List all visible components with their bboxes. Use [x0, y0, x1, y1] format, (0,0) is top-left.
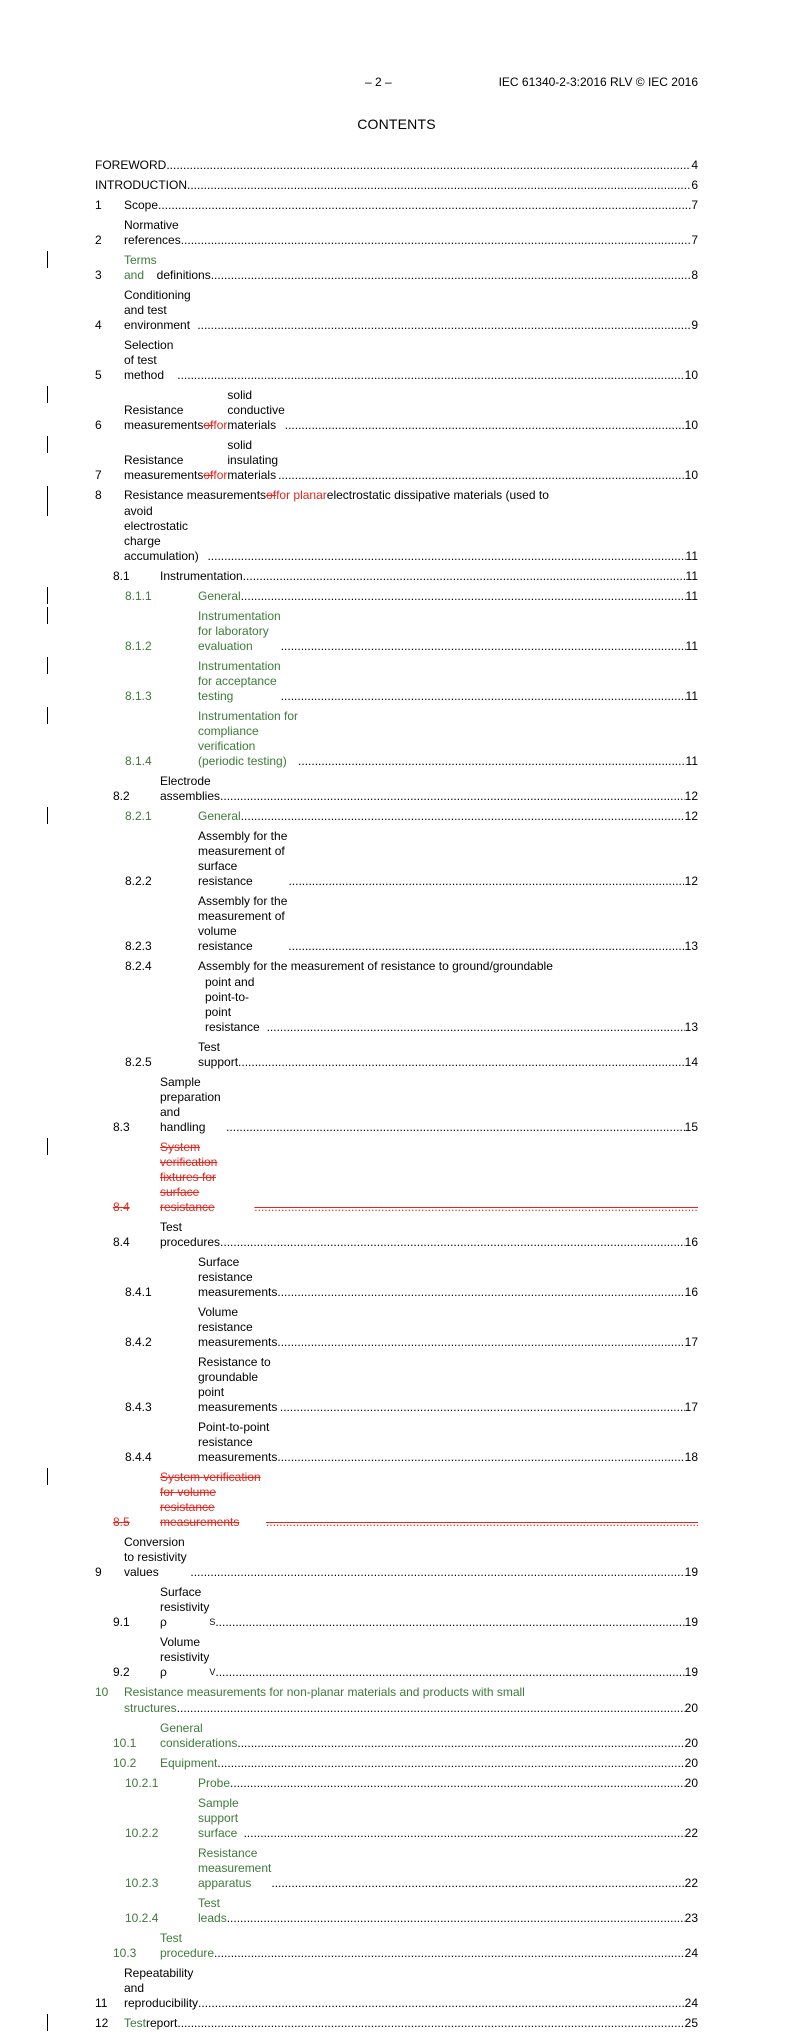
toc-entry-title: [124, 198, 691, 213]
toc-entry[interactable]: [95, 158, 698, 173]
dot-leader: [281, 689, 686, 704]
toc-entry[interactable]: [95, 1966, 698, 2011]
toc-entry-title: [198, 1355, 685, 1415]
toc-page-number: 10: [684, 418, 698, 432]
toc-entry-title: [160, 1140, 698, 1215]
toc-page-number: 11: [685, 689, 698, 703]
toc-entry-text-part: Selection of test method: [124, 338, 174, 382]
toc-entry[interactable]: [95, 809, 698, 824]
toc-entry-text-part: avoid electrostatic charge accumulation): [124, 504, 199, 563]
toc-entry-text-part: Resistance measurements: [124, 403, 204, 432]
toc-page-number: 16: [684, 1285, 698, 1299]
toc-entry-text-part: Volume resistivity ρ: [160, 1635, 210, 1679]
toc-entry-title: [124, 2016, 685, 2031]
toc-page-number: 12: [684, 809, 698, 823]
toc-page-number: 11: [685, 639, 698, 653]
toc-entry-title: [124, 338, 685, 383]
toc-entry[interactable]: [95, 438, 698, 483]
toc-entry-text-part: V: [209, 1667, 216, 1677]
toc-entry-title: [160, 1470, 698, 1530]
toc-entry-title: [95, 158, 691, 173]
toc-entry[interactable]: [95, 894, 698, 954]
dot-leader: [177, 1701, 685, 1716]
dot-leader: [238, 1055, 685, 1070]
toc-entry-text-part: System verification fixtures for surface resistance: [160, 1140, 218, 1214]
toc-entry-text-part: Resistance measurements: [124, 453, 204, 482]
toc-entry-number: 10.2: [113, 1756, 137, 1770]
toc-entry-text-part: Normative references: [124, 218, 181, 247]
toc-entry[interactable]: [95, 1756, 698, 1771]
standard-reference: IEC 61340-2-3:2016 RLV © IEC 2016: [498, 75, 698, 89]
toc-entry[interactable]: [95, 198, 698, 213]
toc-entry-number: 8.1.2: [125, 639, 152, 653]
toc-page-number: 12: [684, 789, 698, 803]
toc-entry-text-part: General considerations: [160, 1721, 238, 1750]
toc-page-number: 13: [684, 939, 698, 953]
toc-entry-title: [198, 829, 685, 889]
toc-entry[interactable]: [95, 1355, 698, 1415]
toc-entry[interactable]: [95, 388, 698, 433]
toc-entry-text-part: Surface resistance measurements: [198, 1255, 278, 1299]
toc-entry-text-part: General: [198, 589, 241, 603]
dot-leader: [197, 318, 691, 333]
toc-page-number: 18: [684, 1450, 698, 1464]
toc-entry[interactable]: [95, 1635, 698, 1680]
dot-leader: [207, 549, 685, 564]
change-bar: [47, 657, 48, 674]
toc-entry-number: 10.2.1: [125, 1776, 159, 1790]
toc-page-number: 7: [691, 233, 698, 247]
dot-leader: [298, 754, 685, 769]
dot-leader: [226, 1120, 685, 1135]
toc-entry-text-part: electrostatic dissipative materials (used to: [326, 488, 549, 502]
toc-entry-text-part: Conversion to resistivity values: [124, 1535, 187, 1579]
toc-entry[interactable]: [95, 709, 698, 769]
toc-entry-title: [124, 504, 686, 564]
toc-entry-text-part: of: [203, 418, 214, 432]
toc-entry-title: [160, 774, 685, 804]
dot-leader: [227, 1911, 685, 1926]
dot-leader: [215, 1615, 684, 1630]
toc-entry-title: [124, 218, 691, 248]
dot-leader: [211, 268, 692, 283]
toc-entry-title: [198, 809, 685, 824]
toc-entry-number: 12: [95, 2016, 109, 2030]
toc-entry-text-part: Scope: [124, 198, 159, 212]
toc-entry[interactable]: [95, 1255, 698, 1300]
toc-entry-text-part: S: [209, 1617, 216, 1627]
dot-leader: [243, 569, 686, 584]
toc-entry-number: 8: [95, 488, 102, 502]
toc-entry-number: 8.1.4: [125, 754, 152, 768]
toc-entry-title: [160, 1220, 685, 1250]
toc-entry-text-part: for planar: [276, 488, 327, 502]
toc-entry[interactable]: [95, 1420, 698, 1465]
toc-entry-text-part: System verification for volume resistance measurements: [160, 1470, 261, 1529]
dot-leader: [198, 1996, 685, 2011]
table-of-contents: [95, 158, 698, 2036]
toc-entry[interactable]: [95, 178, 698, 193]
dot-leader: [166, 158, 691, 173]
toc-entry-title: [160, 1756, 685, 1771]
toc-entry-number: 9.1: [113, 1615, 130, 1629]
toc-entry-text-part: Volume resistance measurements: [198, 1305, 278, 1349]
toc-page-number: 13: [684, 1020, 698, 1034]
toc-entry-number: 8.2.3: [125, 939, 152, 953]
toc-entry-title: [124, 288, 691, 333]
toc-page-number: 8: [691, 268, 698, 282]
toc-page-number: 10: [684, 468, 698, 482]
dot-leader: [241, 809, 685, 824]
toc-entry-number: 10.3: [113, 1946, 137, 1960]
toc-entry-text-part: structures: [124, 1701, 177, 1715]
dot-leader: [177, 368, 684, 383]
toc-entry-title: [95, 178, 691, 193]
toc-entry[interactable]: [95, 1721, 698, 1751]
toc-entry[interactable]: [95, 1585, 698, 1630]
toc-entry-text-part: Assembly for the measurement of resistance to ground/groundable: [198, 959, 553, 973]
toc-entry-text-part: Conditioning and test environment: [124, 288, 191, 332]
toc-entry-number: 10.2.2: [125, 1826, 159, 1840]
toc-entry-number: 8.2: [113, 789, 130, 803]
toc-entry-title: [124, 388, 685, 433]
toc-page-number: 23: [684, 1911, 698, 1925]
change-bar: [47, 1138, 48, 1155]
toc-entry-text-part: Point-to-point resistance measurements: [198, 1420, 278, 1464]
toc-page-number: 19: [684, 1665, 698, 1679]
toc-entry-text-part: Resistance to groundable point measurements: [198, 1355, 278, 1414]
toc-entry-number: 8.3: [113, 1120, 130, 1134]
toc-entry-number: 2: [95, 233, 102, 247]
change-bar: [47, 807, 48, 824]
toc-entry-title: [198, 589, 686, 604]
toc-entry[interactable]: [95, 959, 698, 1035]
toc-entry[interactable]: [95, 2016, 698, 2031]
toc-entry[interactable]: [95, 1075, 698, 1135]
toc-entry[interactable]: [95, 338, 698, 383]
dot-leader: [220, 1235, 685, 1250]
toc-page-number: 19: [684, 1615, 698, 1629]
toc-entry-title: [124, 1535, 685, 1580]
dot-leader: [181, 233, 692, 248]
toc-entry-text-part: Test: [124, 2016, 147, 2030]
toc-page-number: 11: [685, 549, 698, 563]
toc-entry-title: [198, 1420, 685, 1465]
toc-entry[interactable]: [95, 829, 698, 889]
toc-entry-number: 8.1.3: [125, 689, 152, 703]
toc-entry-title: [160, 1931, 685, 1961]
toc-entry-title: [160, 1635, 685, 1680]
change-bar: [47, 2014, 48, 2031]
toc-entry-text-part: Assembly for the measurement of volume resistance: [198, 894, 288, 953]
toc-page-number: 11: [685, 754, 698, 768]
toc-entry-title: [124, 438, 685, 483]
toc-entry-text-part: Test procedures: [160, 1220, 221, 1249]
toc-page-number: 17: [684, 1335, 698, 1349]
dot-leader: [177, 2016, 684, 2031]
toc-entry[interactable]: [95, 659, 698, 704]
toc-entry[interactable]: [95, 609, 698, 654]
page-title: CONTENTS: [357, 116, 436, 132]
toc-page-number: 17: [684, 1400, 698, 1414]
change-bar: [47, 1468, 48, 1485]
toc-entry-title: [198, 1040, 685, 1070]
toc-entry-title: [198, 1255, 685, 1300]
toc-entry-title: [160, 1075, 685, 1135]
toc-entry-title: [160, 1585, 685, 1630]
toc-entry-number: 8.1: [113, 569, 130, 583]
dot-leader: [214, 1946, 685, 1961]
toc-page-number: 22: [684, 1826, 698, 1840]
toc-page-number: 24: [684, 1946, 698, 1960]
toc-entry-number: 10.1: [113, 1736, 137, 1750]
toc-entry-title-line1: [124, 1685, 698, 1700]
toc-entry-text-part: Assembly for the measurement of surface resistance: [198, 829, 288, 888]
toc-entry-number: 10.2.4: [125, 1911, 159, 1925]
toc-entry-number: 8.2.2: [125, 874, 152, 888]
toc-entry-number: 8.4: [113, 1235, 130, 1249]
dot-leader: [277, 1335, 684, 1350]
toc-entry-number: 8.2.5: [125, 1055, 152, 1069]
toc-entry-title: [198, 1796, 685, 1841]
toc-entry[interactable]: [95, 589, 698, 604]
toc-entry-text-part: solid insulating materials: [227, 438, 279, 482]
toc-entry[interactable]: [95, 1535, 698, 1580]
toc-entry-number: 10.2.3: [125, 1876, 159, 1890]
toc-entry[interactable]: [95, 218, 698, 248]
dot-leader: [288, 939, 684, 954]
toc-entry-number: 7: [95, 468, 102, 482]
toc-entry[interactable]: [95, 1305, 698, 1350]
toc-entry-text-part: Instrumentation for laboratory evaluation: [198, 609, 281, 653]
toc-page-number: 24: [684, 1996, 698, 2010]
toc-entry-text-part: Equipment: [160, 1756, 218, 1770]
toc-entry-number: 3: [95, 268, 102, 282]
toc-entry-text-part: Surface resistivity ρ: [160, 1585, 210, 1629]
toc-entry-title: [124, 1701, 685, 1716]
toc-entry-title: [198, 659, 686, 704]
toc-entry[interactable]: [95, 1846, 698, 1891]
toc-entry-text-part: Sample preparation and handling: [160, 1075, 221, 1134]
toc-entry-number: 9: [95, 1565, 102, 1579]
dot-leader: [285, 418, 685, 433]
toc-entry-text-part: Terms and: [124, 253, 157, 282]
toc-entry-text-part: INTRODUCTION: [95, 178, 187, 192]
toc-page-number: 14: [684, 1055, 698, 1069]
toc-entry-title: [160, 569, 686, 584]
toc-entry-number: 5: [95, 368, 102, 382]
toc-entry-text-part: Electrode assemblies: [160, 774, 221, 803]
dot-leader: [230, 1776, 685, 1791]
toc-entry-title: [205, 975, 685, 1035]
toc-entry-number: 8.4: [113, 1200, 130, 1214]
change-bar: [47, 386, 48, 403]
toc-entry-number: 8.2.1: [125, 809, 152, 823]
toc-entry-title: [198, 1305, 685, 1350]
toc-page-number: 20: [684, 1776, 698, 1790]
toc-entry-text-part: Sample support surface: [198, 1796, 239, 1840]
toc-entry-title: [124, 253, 691, 283]
toc-entry-title: [198, 894, 685, 954]
change-bar: [47, 436, 48, 453]
toc-entry[interactable]: [95, 1685, 698, 1716]
toc-entry-title: [198, 1896, 685, 1926]
page-number: – 2 –: [365, 75, 392, 89]
toc-page-number: 12: [684, 874, 698, 888]
toc-entry-number: 6: [95, 418, 102, 432]
toc-entry-text-part: point and point-to-point resistance: [205, 975, 260, 1034]
dot-leader: [215, 1665, 684, 1680]
toc-entry-text-part: Resistance measurements: [124, 488, 267, 502]
dot-leader: [281, 639, 686, 654]
toc-entry-text-part: General: [198, 809, 241, 823]
toc-page-number: 22: [684, 1876, 698, 1890]
toc-page-number: 20: [684, 1756, 698, 1770]
toc-entry-text-part: definitions: [156, 268, 211, 282]
change-bar: [47, 707, 48, 724]
dot-leader: [267, 1020, 685, 1035]
toc-entry-text-part: FOREWORD: [95, 158, 167, 172]
change-bar: [47, 251, 48, 268]
dot-leader: [280, 1400, 685, 1415]
toc-page-number: 15: [684, 1120, 698, 1134]
toc-entry-text-part: Instrumentation for compliance verification (periodic testing): [198, 709, 299, 768]
toc-entry-title: [198, 709, 686, 769]
toc-entry[interactable]: [95, 1931, 698, 1961]
change-bar: [47, 587, 48, 604]
toc-entry-number: 10: [95, 1685, 109, 1699]
toc-entry-text-part: Instrumentation: [160, 569, 243, 583]
toc-entry-number: 9.2: [113, 1665, 130, 1679]
toc-entry[interactable]: [95, 1776, 698, 1791]
toc-entry-text-part: for: [213, 418, 228, 432]
toc-page-number: 11: [685, 589, 698, 603]
toc-entry-number: 8.1.1: [125, 589, 152, 603]
toc-entry[interactable]: [95, 488, 698, 564]
toc-entry-text-part: Resistance measurements for non-planar materials and products with small: [124, 1685, 525, 1699]
dot-leader: [190, 1565, 684, 1580]
toc-page-number: 10: [684, 368, 698, 382]
toc-entry-title: [160, 1721, 685, 1751]
toc-page-number: 9: [691, 318, 698, 332]
toc-page-number: 4: [691, 158, 698, 172]
toc-entry-title: [198, 609, 686, 654]
toc-page-number: 20: [684, 1701, 698, 1715]
toc-entry-text-part: Instrumentation for acceptance testing: [198, 659, 281, 703]
toc-page-number: 11: [685, 569, 698, 583]
dot-leader: [237, 1736, 684, 1751]
toc-entry-text-part: Test support: [198, 1040, 239, 1069]
toc-entry-text-part: report: [146, 2016, 178, 2030]
toc-entry-number: 8.4.1: [125, 1285, 152, 1299]
toc-entry[interactable]: [95, 1040, 698, 1070]
toc-entry[interactable]: [95, 288, 698, 333]
toc-entry[interactable]: [95, 253, 698, 283]
toc-entry[interactable]: [95, 1896, 698, 1926]
toc-page-number: 7: [691, 198, 698, 212]
toc-entry-number: 8.5: [113, 1515, 130, 1529]
toc-entry-text-part: of: [266, 488, 277, 502]
dot-leader: [277, 1450, 684, 1465]
toc-entry-title: [124, 1966, 685, 2011]
dot-leader: [241, 589, 686, 604]
toc-entry-number: 1: [95, 198, 102, 212]
dot-leader: [266, 1515, 698, 1530]
toc-entry-number: 8.2.4: [125, 959, 152, 973]
toc-entry-title: [198, 1776, 685, 1791]
toc-entry-number: 8.4.4: [125, 1450, 152, 1464]
toc-entry-text-part: for: [213, 468, 228, 482]
dot-leader: [158, 198, 691, 213]
toc-entry-text-part: Test leads: [198, 1896, 227, 1925]
page-header: [95, 75, 698, 93]
toc-entry-text-part: Probe: [198, 1776, 231, 1790]
change-bar: [47, 486, 48, 516]
toc-entry-number: 4: [95, 318, 102, 332]
dot-leader: [220, 789, 685, 804]
toc-page-number: 20: [684, 1736, 698, 1750]
dot-leader: [271, 1876, 684, 1891]
toc-entry-text-part: Resistance measurement apparatus: [198, 1846, 272, 1890]
toc-entry-title-line1: [124, 488, 698, 503]
toc-entry-title-line1: [198, 959, 698, 974]
dot-leader: [288, 874, 684, 889]
dot-leader: [277, 1285, 684, 1300]
toc-entry[interactable]: [95, 1470, 698, 1530]
toc-entry-text-part: Repeatability and reproducibility: [124, 1966, 199, 2010]
toc-entry[interactable]: [95, 1796, 698, 1841]
toc-page-number: 19: [684, 1565, 698, 1579]
dot-leader: [254, 1200, 698, 1215]
toc-entry[interactable]: [95, 569, 698, 584]
toc-entry-title: [198, 1846, 685, 1891]
toc-page-number: 6: [691, 178, 698, 192]
toc-entry-number: 11: [95, 1996, 108, 2010]
toc-page-number: 25: [684, 2016, 698, 2030]
toc-entry[interactable]: [95, 1220, 698, 1250]
dot-leader: [278, 468, 685, 483]
toc-entry-text-part: Test procedure: [160, 1931, 215, 1960]
toc-entry[interactable]: [95, 774, 698, 804]
dot-leader: [244, 1826, 685, 1841]
dot-leader: [217, 1756, 684, 1771]
toc-entry-number: 8.4.3: [125, 1400, 152, 1414]
change-bar: [47, 607, 48, 624]
toc-entry-text-part: of: [203, 468, 214, 482]
dot-leader: [187, 178, 691, 193]
toc-entry[interactable]: [95, 1140, 698, 1215]
toc-page-number: 16: [684, 1235, 698, 1249]
toc-entry-number: 8.4.2: [125, 1335, 152, 1349]
toc-entry-text-part: solid conductive materials: [227, 388, 285, 432]
